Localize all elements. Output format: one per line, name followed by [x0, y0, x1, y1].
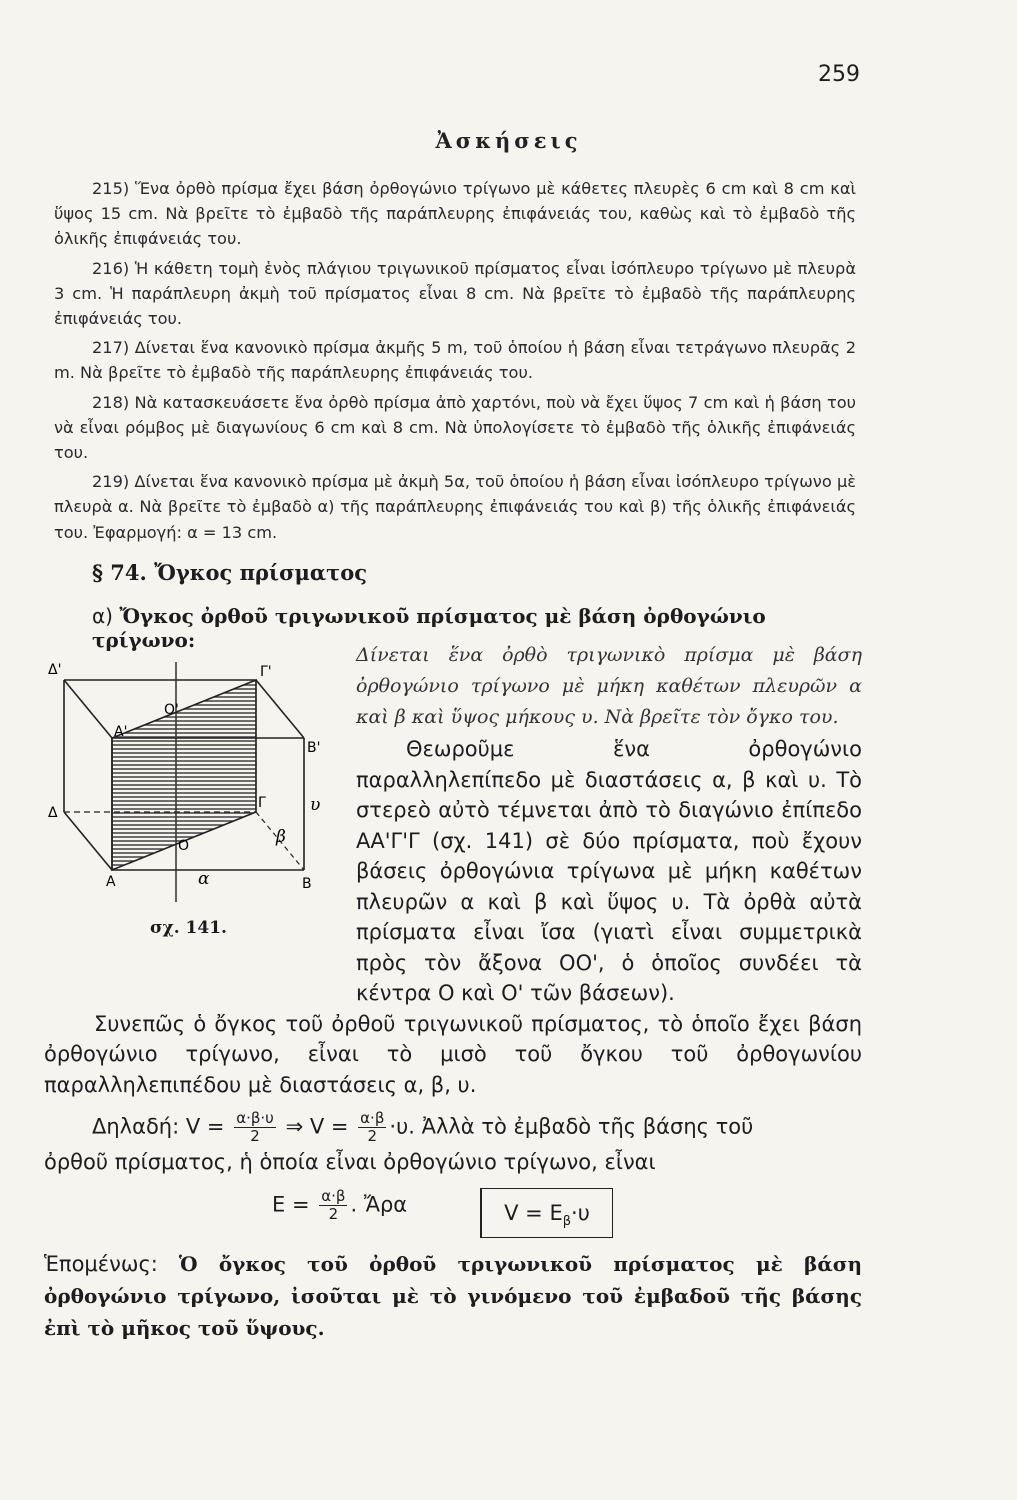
label-side-b: β — [276, 827, 286, 847]
label-height: υ — [310, 795, 321, 815]
edge-dprime-aprime — [64, 680, 112, 738]
formula-prefix: Δηλαδή: V = — [92, 1114, 225, 1139]
fraction-abu-over-2: $\frac{\alpha\cdot\beta\cdot\upsilon}{2}$ — [236, 1109, 274, 1145]
label-o: O — [178, 838, 190, 854]
area-formula — [272, 1188, 692, 1238]
exercise-215: 215) Ἕνα ὀρθὸ πρίσμα ἔχει βάση ὀρθογώνιο τρίγωνο μὲ κάθετες πλευρὲς 6 cm καὶ 8 cm καὶ ὕψος 15 cm. Νὰ βρεῖτε τὸ ἐμβαδὸ τῆς παράπλευρης ἐπιφάνειάς του, καθὼς καὶ τὸ ἐμβαδὸ τῆς ὁλικῆς ἐπιφάνειάς του. — [54, 179, 856, 249]
subsection-title: Ὄγκος ὀρθοῦ τριγωνικοῦ πρίσματος μὲ βάση ὀρθογώνιο τρίγωνο: — [92, 604, 766, 652]
main-text — [44, 734, 862, 1100]
label-g-prime: Γ' — [260, 664, 272, 680]
conclusion-statement: Ὁ ὄγκος τοῦ ὀρθοῦ τριγωνικοῦ πρίσματος μὲ βάση ὀρθογώνιο τρίγωνο, ἰσοῦται μὲ τὸ γινόμενο τοῦ ἐμβαδοῦ τῆς βάσης ἐπὶ τὸ μῆκος τοῦ ὕψους. — [44, 1252, 862, 1340]
formula-continuation: ὀρθοῦ πρίσματος, ἡ ὁποία εἶναι ὀρθογώνιο τρίγωνο, εἶναι — [44, 1150, 656, 1174]
exercises-list — [54, 176, 856, 549]
exercise-219: 219) Δίνεται ἕνα κανονικὸ πρίσμα μὲ ἀκμὴ 5α, τοῦ ὁποίου ἡ βάση εἶναι ἰσόπλευρο τρίγωνο μὲ πλευρὰ α. Νὰ βρεῖτε τὸ ἐμβαδὸ α) τῆς παράπλευρης ἐπιφάνειάς του καὶ β) τῆς ὁλικῆς ἐπιφάνειάς του. Ἐφαρμογή: α = 13 cm. — [54, 472, 856, 542]
exercise-216: 216) Ἡ κάθετη τομὴ ἑνὸς πλάγιου τριγωνικοῦ πρίσματος εἶναι ἰσόπλευρο τρίγωνο μὲ πλευρὰ 3 cm. Ἡ παράπλευρη ἀκμὴ τοῦ πρίσματος εἶναι 8 cm. Νὰ βρεῖτε τὸ ἐμβαδὸ τῆς παράπλευρης ἐπιφάνειάς του. — [54, 258, 856, 329]
exercise-218: 218) Νὰ κατασκευάσετε ἕνα ὀρθὸ πρίσμα ἀπὸ χαρτόνι, ποὺ νὰ ἔχει ὕψος 7 cm καὶ ἡ βάση του νὰ εἶναι ρόμβος μὲ διαγωνίους 6 cm καὶ 8 cm. Νὰ ὑπολογίσετε τὸ ἐμβαδὸ τῆς ὁλικῆς ἐπιφάνειάς του. — [54, 392, 856, 463]
label-d: Δ — [48, 805, 58, 821]
conclusion — [44, 1248, 862, 1344]
edge-gprime-bprime — [256, 680, 304, 738]
section-heading: § 74. Ὄγκος πρίσματος — [92, 560, 368, 585]
label-b: B — [302, 876, 312, 892]
label-o-prime: O' — [164, 702, 179, 718]
boxed-volume-formula: $V = E_\beta\cdot\upsilon$ — [480, 1188, 613, 1238]
paragraph-2: Συνεπῶς ὁ ὄγκος τοῦ ὀρθοῦ τριγωνικοῦ πρίσματος, τὸ ὁποῖο ἔχει βάση ὀρθογώνιο τρίγωνο, εἶναι τὸ μισὸ τοῦ ὄγκου τοῦ ὀρθογωνίου παραλληλεπιπέδου μὲ διαστάσεις α, β, υ. — [44, 1011, 862, 1097]
ara-word: . Ἄρα — [350, 1192, 408, 1217]
volume-formula — [92, 1110, 862, 1145]
area-prefix: E = — [272, 1192, 310, 1217]
label-a-prime: A' — [114, 724, 128, 740]
formula-suffix: ·υ. Ἀλλὰ τὸ ἐμβαδὸ τῆς βάσης τοῦ — [389, 1114, 754, 1139]
figure-caption: σχ. 141. — [150, 918, 227, 938]
label-a: A — [106, 874, 116, 890]
page-number: 259 — [818, 62, 860, 87]
label-b-prime: B' — [307, 740, 321, 756]
label-g: Γ — [258, 795, 266, 811]
label-d-prime: Δ' — [48, 662, 62, 678]
problem-statement: Δίνεται ἕνα ὀρθὸ τριγωνικὸ πρίσμα μὲ βάση ὀρθογώνιο τρίγωνο μὲ μήκη καθέτων πλευρῶν α καὶ β καὶ ὕψος μήκους υ. Νὰ βρεῖτε τὸν ὄγκο του. — [356, 644, 862, 728]
subsection-letter: α) — [92, 604, 113, 628]
label-side-a: α — [198, 869, 210, 889]
fraction-ab-over-2: $\frac{\alpha\cdot\beta}{2}$ — [360, 1109, 385, 1145]
exercises-title: Ἀσκήσεις — [435, 128, 582, 153]
conclusion-prefix: Ἑπομένως: — [44, 1252, 158, 1276]
paragraph-1: Θεωροῦμε ἕνα ὀρθογώνιο παραλληλεπίπεδο μὲ διαστάσεις α, β καὶ υ. Τὸ στερεὸ αὐτὸ τέμνεται ἀπὸ τὸ διαγώνιο ἐπίπεδο ΑΑ'Γ'Γ (σχ. 141) σὲ δύο πρίσματα, ποὺ ἔχουν βάσεις ὀρθογώνια τρίγωνα μὲ μήκη καθέτων πλευρῶν α καὶ β καὶ ὕψος υ. Τὰ ὀρθὰ αὐτὰ πρίσματα εἶναι ἴσα (γιατὶ εἶναι συμμετρικὰ πρὸς τὸν ἄξονα ΟΟ', ὁ ὁποῖος συνδέει τὰ κέντρα Ο καὶ Ο' τῶν βάσεων). — [356, 737, 862, 1005]
formula-arrow: ⇒ V = — [285, 1114, 349, 1139]
fraction-area: $\frac{\alpha\cdot\beta}{2}$ — [321, 1187, 346, 1223]
exercise-217: 217) Δίνεται ἕνα κανονικὸ πρίσμα ἀκμῆς 5 m, τοῦ ὁποίου ἡ βάση εἶναι τετράγωνο πλευρᾶς 2 m. Νὰ βρεῖτε τὸ ἐμβαδὸ τῆς παράπλευρης ἐπιφάνειάς του. — [54, 338, 856, 383]
